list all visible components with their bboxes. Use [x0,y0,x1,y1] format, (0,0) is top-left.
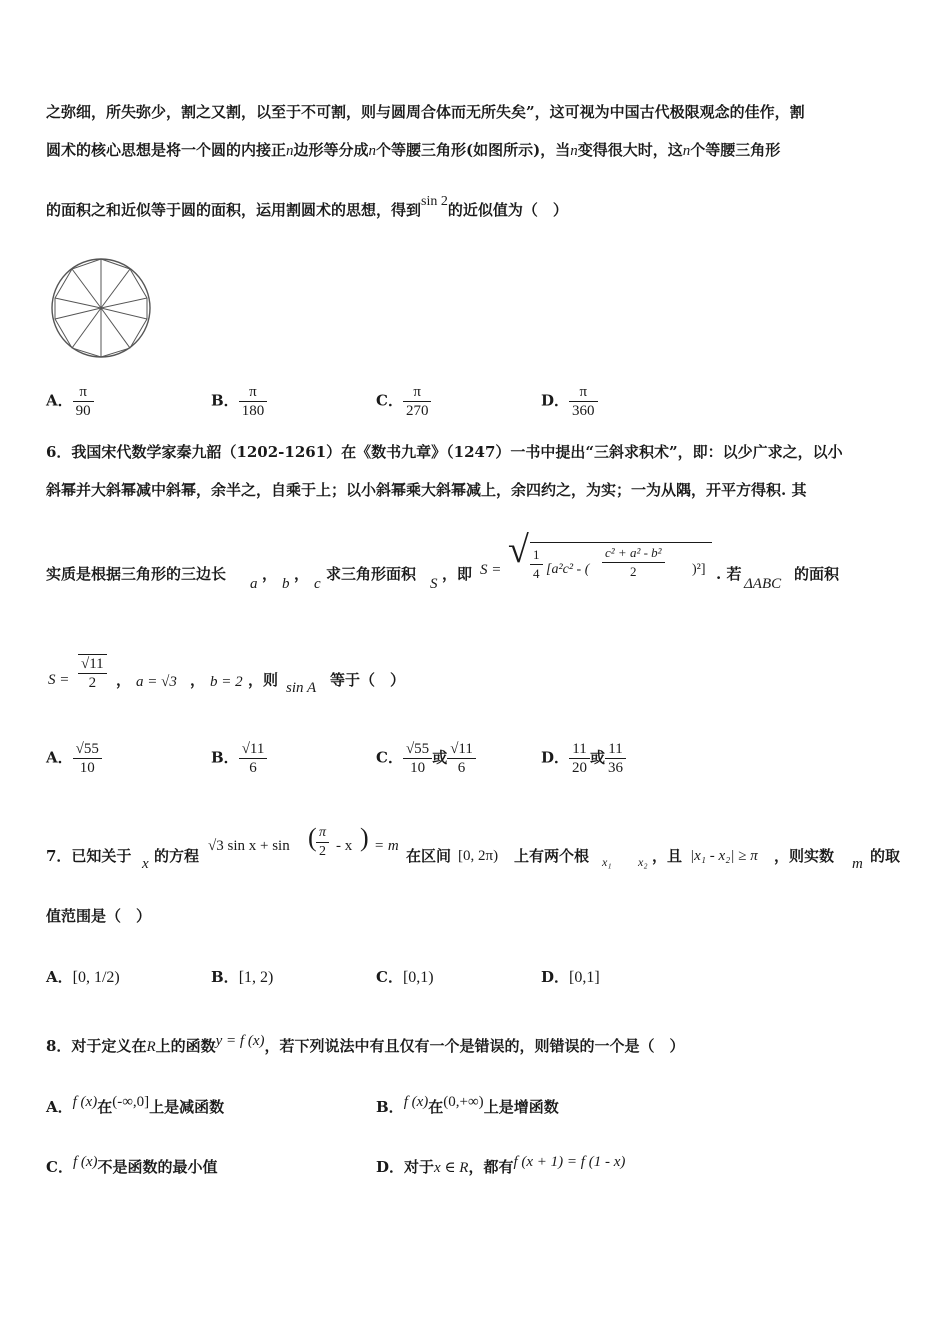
q8-option-b[interactable]: B．f (x)在(0,+∞)上是增函数 [376,1094,559,1116]
q6-condition-line: S = $\frac{√11}{2}$ ， a = √3 ， b = 2 ，则 sin A 等于（ ） [48,656,406,696]
q6-line-1: 6．我国宋代数学家秦九韶（1202-1261）在《数书九章》（1247）一书中提出“三斜求积术”，即：以少广求之，以小 [46,443,843,461]
q6-option-d[interactable]: D． $\frac{11}{20}$ 或 $\frac{11}{36}$ [541,740,626,777]
q6-option-c[interactable]: C． $\frac{√55}{10}$ 或 $\frac{√11}{6}$ [376,740,476,777]
sin2-expression: sin 2 [421,194,448,209]
q6-option-b[interactable]: B． $\frac{√11}{6}$ [211,740,267,777]
q8-option-a[interactable]: A．f (x)在(-∞,0]上是减函数 [46,1094,225,1116]
q6-line-3: 实质是根据三角形的三边长 a ， b ， c 求三角形面积 S ，即 S = √ $\frac{1}{4}$ [a²c² - ( $\frac{\text{c² + a² - b²}}{2}$ )²] . 若 ΔABC 的面积 [46,529,840,592]
q6-option-a[interactable]: A． $\frac{√55}{10}$ [46,740,102,777]
q7-line-2: 值范围是（ ） [46,907,152,925]
q7-line-1: 7．已知关于 x 的方程 √3 sin x + sin ( $\frac{\pi}{2}$ - x ) = m 在区间 [0, 2π) 上有两个根 x₁ x₂ ，且 |x₁ - x₂| ≥ π ，则实数 m 的取 [46,823,901,872]
q8-option-d[interactable]: D．对于x ∈ R，都有f (x + 1) = f (1 - x) [376,1154,626,1176]
q5-option-a[interactable]: A． $\frac{\pi}{90}$ [46,383,94,420]
q5-line-1: 之弥细，所失弥少，割之又割，以至于不可割，则与圆周合体而无所失矣”，这可视为中国古代极限观念的佳作，割 [46,103,805,121]
q5-option-b[interactable]: B． $\frac{\pi}{180}$ [211,383,267,420]
q5-line-3: 的面积之和近似等于圆的面积，运用割圆术的思想，得到sin 2的近似值为（ ） [46,194,568,219]
q7-option-a[interactable]: A．[0, 1/2) [46,968,120,986]
q7-option-b[interactable]: B．[1, 2) [211,968,274,986]
q6-line-2: 斜幂并大斜幂减中斜幂，余半之，自乘于上；以小斜幂乘大斜幂减上，余四约之，为实；一为从隅，开平方得积. 其 [46,481,807,499]
q7-option-c[interactable]: C．[0,1) [376,968,434,986]
circle-division-figure [46,258,156,358]
q8-line-1: 8．对于定义在R上的函数y = f (x)，若下列说法中有且仅有一个是错误的，则错误的一个是（ ） [46,1033,685,1055]
q7-option-d[interactable]: D．[0,1] [541,968,600,986]
q5-option-c[interactable]: C． $\frac{\pi}{270}$ [376,383,431,420]
q8-option-c[interactable]: C．f (x)不是函数的最小值 [46,1154,218,1176]
q5-option-d[interactable]: D． $\frac{\pi}{360}$ [541,383,598,420]
q5-line-2: 圆术的核心思想是将一个圆的内接正n边形等分成n个等腰三角形(如图所示)，当n变得很大时，这n个等腰三角形 [46,141,781,159]
